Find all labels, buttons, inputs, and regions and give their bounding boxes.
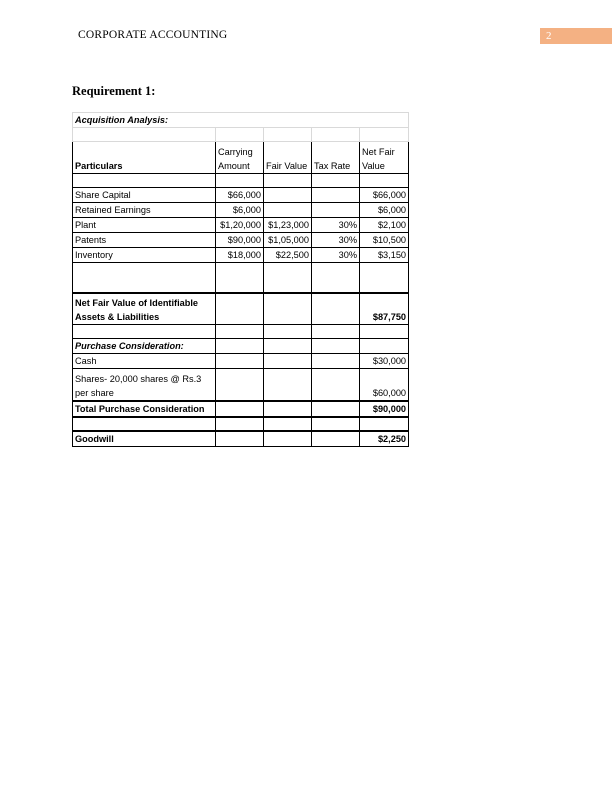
net-fair-value-cell: $66,000 (360, 188, 409, 203)
net-fair-value-cell: $2,100 (360, 218, 409, 233)
tax-rate-cell: 30% (312, 218, 360, 233)
cash-label: Cash (73, 354, 216, 369)
net-fair-value-label: Net Fair Value of Identifiable Assets & Liabilities (73, 293, 216, 325)
shares-label: Shares- 20,000 shares @ Rs.3 per share (73, 369, 216, 401)
acquisition-analysis-table (72, 112, 409, 447)
fair-value-cell: $1,05,000 (264, 233, 312, 248)
col-header-tax-rate: Tax Rate (312, 142, 360, 174)
spacer-row (73, 325, 409, 339)
page-number-badge: 2 (540, 28, 612, 44)
table-row (73, 203, 409, 218)
table-row (73, 218, 409, 233)
shares-value: $60,000 (360, 369, 409, 401)
requirement-heading: Requirement 1: (72, 84, 156, 98)
row-label: Patents (73, 233, 216, 248)
column-header-row (73, 142, 409, 174)
row-label: Plant (73, 218, 216, 233)
row-label: Inventory (73, 248, 216, 263)
net-fair-value-cell: $10,500 (360, 233, 409, 248)
net-fair-value-total: $87,750 (360, 293, 409, 325)
table-row (73, 188, 409, 203)
row-label: Retained Earnings (73, 203, 216, 218)
tax-rate-cell (312, 188, 360, 203)
fair-value-cell: $1,23,000 (264, 218, 312, 233)
table-row (73, 248, 409, 263)
document-header-title: CORPORATE ACCOUNTING (78, 29, 228, 41)
table-row (73, 354, 409, 369)
carrying-amount-cell: $6,000 (216, 203, 264, 218)
purchase-consideration-heading-row (73, 339, 409, 354)
total-purchase-row (73, 401, 409, 417)
table-row (73, 233, 409, 248)
net-fair-value-cell: $6,000 (360, 203, 409, 218)
goodwill-row (73, 431, 409, 447)
goodwill-value: $2,250 (360, 431, 409, 447)
carrying-amount-cell: $66,000 (216, 188, 264, 203)
total-purchase-label: Total Purchase Consideration (73, 401, 216, 417)
col-header-carrying-amount: Carrying Amount (216, 142, 264, 174)
row-label: Share Capital (73, 188, 216, 203)
table-title: Acquisition Analysis: (73, 113, 409, 128)
tax-rate-cell (312, 203, 360, 218)
goodwill-label: Goodwill (73, 431, 216, 447)
carrying-amount-cell: $1,20,000 (216, 218, 264, 233)
fair-value-cell: $22,500 (264, 248, 312, 263)
cash-value: $30,000 (360, 354, 409, 369)
table-title-row (73, 113, 409, 128)
spacer-row (73, 263, 409, 293)
col-header-fair-value: Fair Value (264, 142, 312, 174)
purchase-consideration-heading: Purchase Consideration: (73, 339, 216, 354)
col-header-particulars: Particulars (73, 142, 216, 174)
col-header-net-fair-value: Net Fair Value (360, 142, 409, 174)
spacer-row (73, 128, 409, 142)
net-fair-value-row (73, 293, 409, 325)
spacer-row (73, 174, 409, 188)
tax-rate-cell: 30% (312, 233, 360, 248)
table-row (73, 369, 409, 401)
spacer-row (73, 417, 409, 431)
tax-rate-cell: 30% (312, 248, 360, 263)
total-purchase-value: $90,000 (360, 401, 409, 417)
fair-value-cell (264, 188, 312, 203)
fair-value-cell (264, 203, 312, 218)
net-fair-value-cell: $3,150 (360, 248, 409, 263)
carrying-amount-cell: $90,000 (216, 233, 264, 248)
carrying-amount-cell: $18,000 (216, 248, 264, 263)
